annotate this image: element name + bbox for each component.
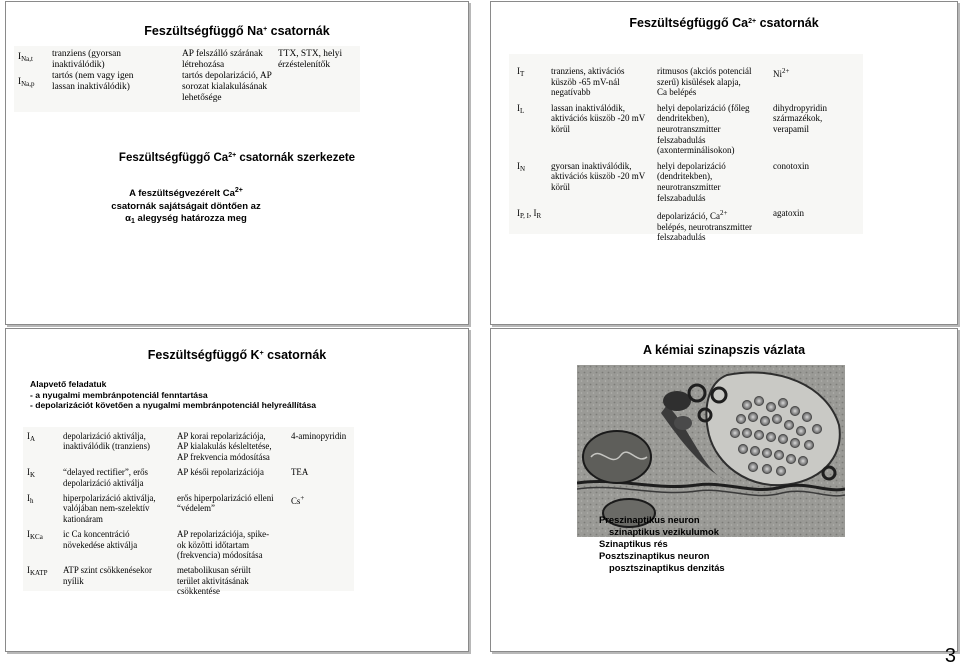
structure-description: A feszültségvezérelt $Ca^{2+}$ csatornák sajátságait döntően az $\alpha_1$ alegység határozza meg [111, 187, 261, 225]
table-row: $I_K$ “delayed rectifier”, erős depolarizáció aktiválja AP késői repolarizációja TEA [27, 467, 309, 488]
table-row: $I_h$ hiperpolarizáció aktiválja, valójában nem-szelektív kationáram erős hiperpolarizáció elleni “védelem” Cs+ [27, 493, 305, 524]
slide-subtitle: Feszültségfüggő $Ca^{2+}$ csatornák szerkezete [118, 152, 356, 164]
slide-k-channels[interactable] [5, 328, 469, 652]
ca-channel-table-image [509, 54, 863, 243]
page-number: 3 [944, 645, 956, 667]
table-row: $I_{KATP}$ ATP szint csökkenésekor nyílik metabolikusan sérült terület aktivitásának csökkentése [27, 565, 251, 597]
slide-na-channels[interactable] [5, 1, 469, 325]
table-cell-line: tartós (nem vagy igen [52, 71, 134, 81]
table-cell-line: tranziens (gyorsan [52, 49, 121, 59]
row-label: $I_{Na,p}$ [18, 77, 35, 88]
label-synaptic-cleft: Szinaptikus rés [599, 538, 668, 549]
bullet-item: - depolarizációt követően a nyugalmi membránpotenciál helyreállítása [30, 400, 317, 410]
slide-title: Feszültségfüggő Na+ csatornák [144, 24, 330, 38]
slide-title: Feszültségfüggő K+ csatornák [147, 348, 327, 362]
synapse-micrograph-image [577, 365, 845, 537]
k-channel-table-image [23, 427, 354, 597]
label-postsynaptic-neuron: Posztszinaptikus neuron [599, 550, 710, 561]
table-cell-line: létrehozása [182, 60, 225, 70]
slide-chemical-synapse[interactable] [490, 328, 958, 652]
table-cell-line: lehetősége [182, 93, 222, 103]
table-cell-line: AP felszálló szárának [182, 49, 263, 59]
label-postsynaptic-density: posztszinaptikus denzitás [609, 562, 725, 573]
table-cell-line: sorozat kialakulásának [182, 82, 268, 92]
table-row: $I_N$ gyorsan inaktiválódik, aktivációs küszöb -20 mV körül helyi depolarizáció (dendritekben), neurotranszmitter felszabadulás conotoxin [517, 160, 809, 203]
table-row: $I_{KCa}$ ic Ca koncentráció növekedése aktiválja AP repolarizációja, spike- ok közötti időtartam (frekvencia) módosítása [27, 529, 270, 561]
row-label: $I_{Na,t}$ [18, 52, 33, 63]
blocker-text: TTX, STX, helyi érzéstelenítők [278, 49, 343, 70]
label-synaptic-vesicles: szinaptikus vezikulumok [609, 526, 719, 537]
table-row: $I_A$ depolarizáció aktiválja, inaktiválódik (tranziens) AP korai repolarizációja, AP kialakulás késleltetése, AP frekvencia módosítása 4-aminopyridin [27, 431, 347, 462]
table-cell-line: tartós depolarizáció, AP [182, 71, 272, 81]
table-cell-line: lassan inaktiválódik) [52, 82, 130, 92]
table-row: $I_T$ tranziens, aktivációs küszöb -65 mV-nál negatívabb ritmusos (akciós potenciál szerű) kisülések alapja, Ca belépés $Ni^{2+}$ [517, 66, 790, 98]
na-channel-table [18, 49, 300, 109]
synapse-legend [599, 514, 725, 574]
bullet-item: - a nyugalmi membránpotenciál fenntartása [30, 389, 208, 400]
table-cell-line: inaktiválódik) [52, 60, 105, 70]
slide-title: A kémiai szinapszis vázlata [642, 343, 806, 357]
table-row: $I_{P, I}$, $I_R$ depolarizáció, $Ca^{2+}$ belépés, neurotranszmitter felszabadulás agatoxin [517, 208, 804, 243]
lead-heading: Alapvető feladatuk [30, 379, 107, 389]
k-channel-table [27, 431, 352, 602]
table-row [18, 49, 300, 109]
label-presynaptic-neuron: Preszinaptikus neuron [599, 514, 700, 525]
table-row: $I_L$ lassan inaktiválódik, aktivációs küszöb -20 mV körül helyi depolarizáció (főleg dendritekben), neurotranszmitter felszabadulás (axonterminálisokon) dihydropyridin származékok, verapamil [517, 102, 827, 156]
slide-ca-channels[interactable] [490, 1, 958, 325]
lead-text [30, 379, 316, 411]
slide-title: Feszültségfüggő $Ca^{2+}$ csatornák [629, 16, 819, 30]
ca-channel-table [517, 66, 833, 248]
